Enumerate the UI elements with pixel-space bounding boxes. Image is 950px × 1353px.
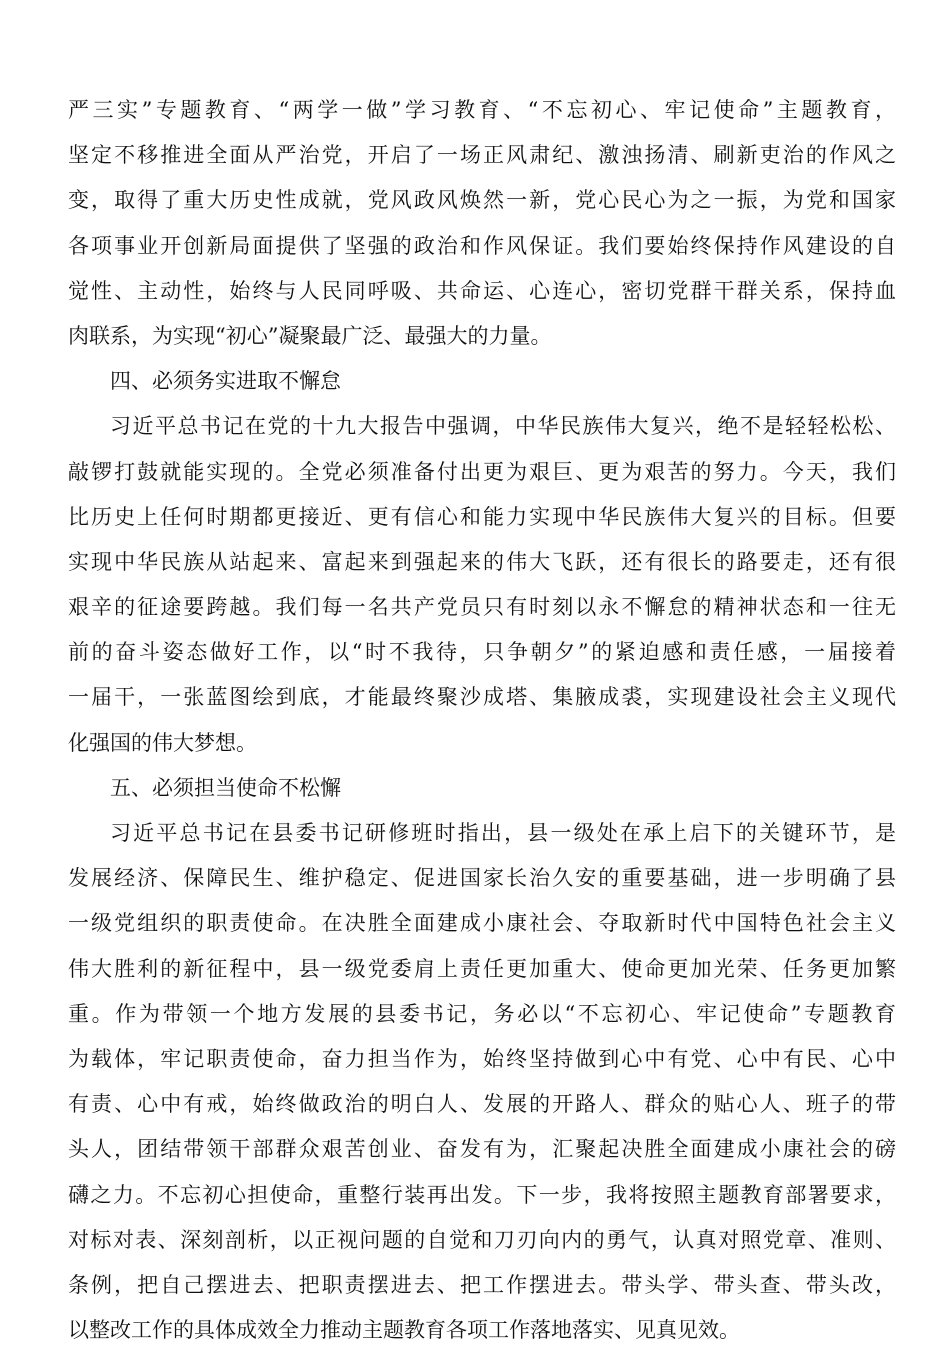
paragraph-line: 坚定不移推进全面从严治党，开启了一场正风肃纪、激浊扬清、刷新吏治的作风之 — [68, 143, 896, 168]
paragraph-line: 前的奋斗姿态做好工作，以“时不我待，只争朝夕”的紧迫感和责任感，一届接着 — [68, 640, 896, 665]
paragraph-line: 肉联系，为实现“初心”凝聚最广泛、最强大的力量。 — [68, 323, 552, 348]
paragraph-line: 比历史上任何时期都更接近、更有信心和能力实现中华民族伟大复兴的目标。但要 — [68, 504, 896, 529]
paragraph-line: 为载体，牢记职责使命，奋力担当作为，始终坚持做到心中有党、心中有民、心中 — [68, 1046, 896, 1071]
section-heading: 四、必须务实进取不懈怠 — [110, 369, 341, 394]
paragraph-line: 伟大胜利的新征程中，县一级党委肩上责任更加重大、使命更加光荣、任务更加繁 — [68, 956, 896, 981]
paragraph-line: 礴之力。不忘初心担使命，重整行装再出发。下一步，我将按照主题教育部署要求， — [68, 1182, 896, 1207]
paragraph-line: 条例，把自己摆进去、把职责摆进去、把工作摆进去。带头学、带头查、带头改， — [68, 1272, 896, 1297]
paragraph-line: 各项事业开创新局面提供了坚强的政治和作风保证。我们要始终保持作风建设的自 — [68, 233, 896, 258]
paragraph-line: 习近平总书记在县委书记研修班时指出，县一级处在承上启下的关键环节，是 — [110, 821, 896, 845]
paragraph-line: 重。作为带领一个地方发展的县委书记，务必以“不忘初心、牢记使命”专题教育 — [68, 1001, 896, 1026]
paragraph-line: 对标对表、深刻剖析，以正视问题的自觉和刀刃向内的勇气，认真对照党章、准则、 — [68, 1227, 896, 1252]
paragraph-line: 实现中华民族从站起来、富起来到强起来的伟大飞跃，还有很长的路要走，还有很 — [68, 549, 896, 574]
document-body — [68, 88, 896, 1353]
paragraph-line: 敲锣打鼓就能实现的。全党必须准备付出更为艰巨、更为艰苦的努力。今天，我们 — [68, 459, 896, 484]
paragraph-line: 头人，团结带领干部群众艰苦创业、奋发有为，汇聚起决胜全面建成小康社会的磅 — [68, 1137, 896, 1162]
paragraph-line: 艰辛的征途要跨越。我们每一名共产党员只有时刻以永不懈怠的精神状态和一往无 — [68, 595, 896, 620]
paragraph-line: 一届干，一张蓝图绘到底，才能最终聚沙成塔、集腋成裘，实现建设社会主义现代 — [68, 685, 896, 710]
paragraph-line: 发展经济、保障民生、维护稳定、促进国家长治久安的重要基础，进一步明确了县 — [68, 866, 896, 891]
section-heading: 五、必须担当使命不松懈 — [110, 775, 341, 800]
paragraph-line: 一级党组织的职责使命。在决胜全面建成小康社会、夺取新时代中国特色社会主义 — [68, 911, 896, 936]
paragraph-line: 化强国的伟大梦想。 — [68, 730, 257, 755]
paragraph-line: 以整改工作的具体成效全力推动主题教育各项工作落地落实、见真见效。 — [68, 1318, 740, 1343]
paragraph-line: 习近平总书记在党的十九大报告中强调，中华民族伟大复兴，绝不是轻轻松松、 — [110, 414, 896, 439]
paragraph-line: 有责、心中有戒，始终做政治的明白人、发展的开路人、群众的贴心人、班子的带 — [68, 1092, 896, 1117]
paragraph-line: 严三实”专题教育、“两学一做”学习教育、“不忘初心、牢记使命”主题教育， — [68, 98, 896, 122]
paragraph-line: 变，取得了重大历史性成就，党风政风焕然一新，党心民心为之一振，为党和国家 — [68, 188, 896, 213]
paragraph-line: 觉性、主动性，始终与人民同呼吸、共命运、心连心，密切党群干群关系，保持血 — [68, 278, 896, 303]
